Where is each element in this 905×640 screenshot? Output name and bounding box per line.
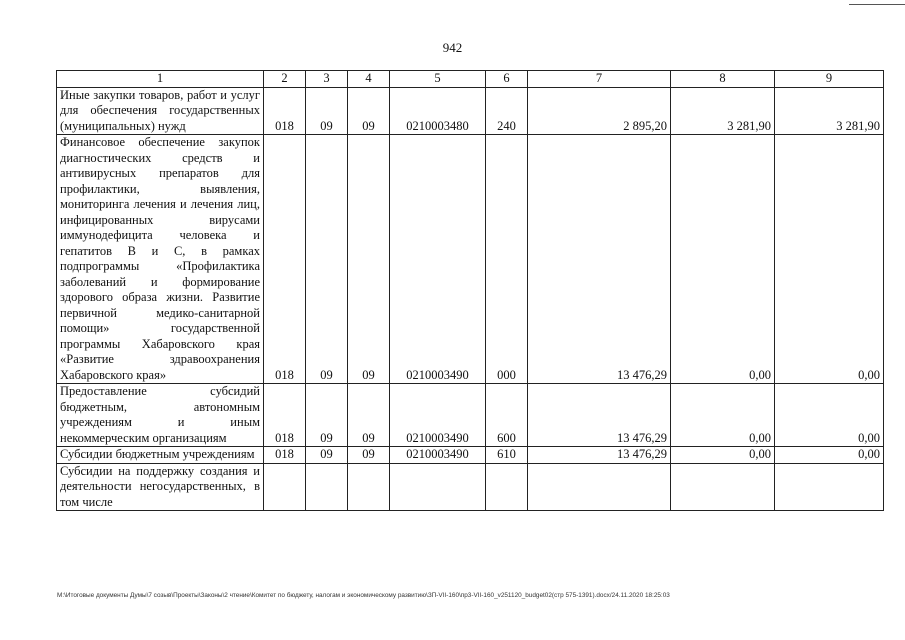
section-code: 09 [306,87,348,135]
section-code [306,463,348,511]
amount-col8: 0,00 [671,135,775,384]
target-article-code: 0210003490 [390,447,486,464]
ministry-code: 018 [264,384,306,447]
table-row [57,87,884,135]
col-header: 2 [264,71,306,88]
section-code: 09 [306,135,348,384]
ministry-code: 018 [264,87,306,135]
budget-table [56,70,884,511]
section-code: 09 [306,447,348,464]
expense-type-code: 000 [486,135,528,384]
corner-mark [849,0,905,5]
table-row [57,135,884,384]
expense-type-code: 600 [486,384,528,447]
amount-col7 [528,463,671,511]
row-description: Субсидии бюджетным учреждениям [57,447,264,464]
target-article-code [390,463,486,511]
row-description: Финансовое обеспечение закупок диагностических средств и антивирусных препаратов для профилактики, выявления, мониторинга лечения и лечения лиц, инфицированных вирусами иммунодефицита человека и гепатитов В и С, в рамках подпрограммы «Профилактика заболеваний и формирование здорового образа жизни. Развитие первичной медико-санитарной помощи» государственной программы Хабаровского края «Развитие здравоохранения Хабаровского края» [57,135,264,384]
col-header: 4 [348,71,390,88]
amount-col9: 3 281,90 [775,87,884,135]
expense-type-code: 240 [486,87,528,135]
table-row [57,384,884,447]
amount-col8: 0,00 [671,447,775,464]
col-header: 5 [390,71,486,88]
amount-col7: 13 476,29 [528,384,671,447]
row-description: Иные закупки товаров, работ и услуг для обеспечения государственных (муниципальных) нужд [57,87,264,135]
target-article-code: 0210003480 [390,87,486,135]
subsection-code: 09 [348,87,390,135]
col-header: 8 [671,71,775,88]
ministry-code: 018 [264,447,306,464]
expense-type-code [486,463,528,511]
ministry-code [264,463,306,511]
subsection-code: 09 [348,384,390,447]
amount-col9: 0,00 [775,384,884,447]
amount-col8 [671,463,775,511]
page-number: 942 [442,40,463,55]
amount-col7: 2 895,20 [528,87,671,135]
ministry-code: 018 [264,135,306,384]
amount-col8: 3 281,90 [671,87,775,135]
table-row [57,463,884,511]
col-header: 6 [486,71,528,88]
target-article-code: 0210003490 [390,384,486,447]
subsection-code [348,463,390,511]
row-description: Предоставление субсидий бюджетным, автономным учреждениям и иным некоммерческим организациям [57,384,264,447]
col-header: 7 [528,71,671,88]
subsection-code: 09 [348,447,390,464]
amount-col9: 0,00 [775,135,884,384]
expense-type-code: 610 [486,447,528,464]
col-header: 1 [57,71,264,88]
target-article-code: 0210003490 [390,135,486,384]
table-row [57,447,884,464]
section-code: 09 [306,384,348,447]
amount-col9: 0,00 [775,447,884,464]
subsection-code: 09 [348,135,390,384]
row-description: Субсидии на поддержку создания и деятельности негосударственных, в том числе [57,463,264,511]
col-header: 3 [306,71,348,88]
amount-col7: 13 476,29 [528,135,671,384]
header-row [57,71,884,88]
col-header: 9 [775,71,884,88]
amount-col7: 13 476,29 [528,447,671,464]
footer-file-path: M:\Итоговые документы Думы\7 созыв\Проекты\Законы\2 чтение\Комитет по бюджету, налогам и экономическому развитию\ЗП-VII-160\пр3-VII-160_v251120_budget02(стр 575-1391).docx/24.11.2020 18:25:03 [57,592,670,599]
amount-col8: 0,00 [671,384,775,447]
amount-col9 [775,463,884,511]
